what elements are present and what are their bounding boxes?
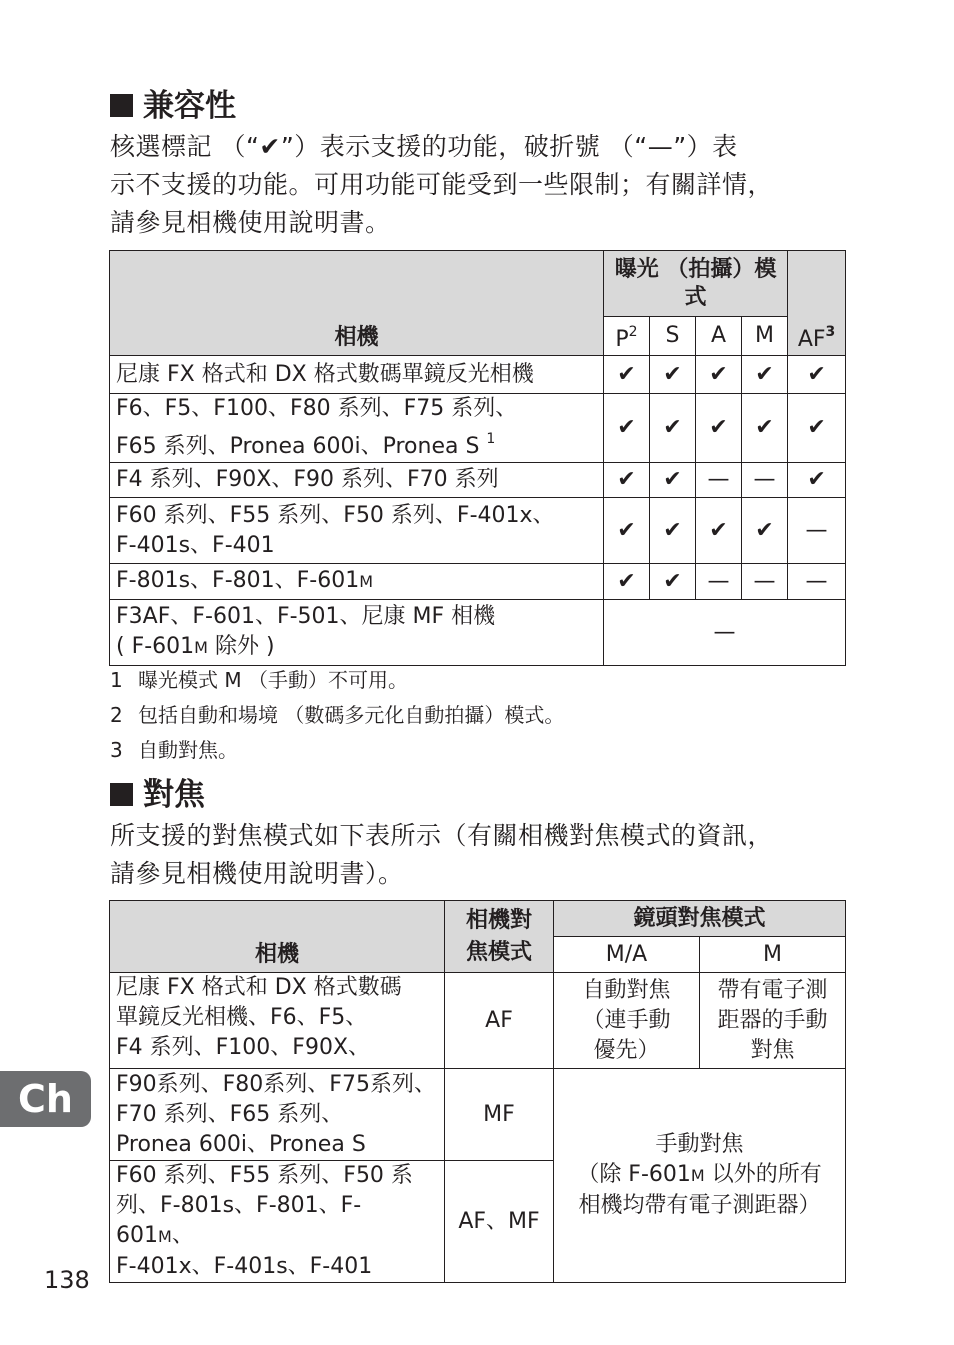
para-line: 核選標記 （“✔”）表示支援的功能，破折號 （“—”）表 <box>110 132 738 161</box>
table-row <box>110 600 846 666</box>
check-icon: ✔ <box>650 394 696 463</box>
header-camera-focus-mode: 相機對 焦模式 <box>445 901 554 973</box>
header-p: $P^2$ <box>604 317 650 356</box>
check-icon: ✔ <box>604 394 650 463</box>
square-bullet-icon <box>110 783 133 806</box>
check-icon: ✔ <box>650 498 696 564</box>
m-cell: 帶有電子測 距器的手動 對焦 <box>700 973 846 1069</box>
camera-cell: 尼康 FX 格式和 DX 格式數碼單鏡反光相機 <box>110 356 604 394</box>
header-ma: M/A <box>554 937 700 973</box>
section-paragraph <box>110 128 773 242</box>
header-exposure-mode: 曝光 （拍攝）模式 <box>604 251 788 317</box>
dash-icon: — <box>788 564 846 600</box>
header-camera: 相機 <box>110 901 445 973</box>
check-icon: ✔ <box>788 356 846 394</box>
check-icon: ✔ <box>650 356 696 394</box>
check-icon: ✔ <box>696 498 742 564</box>
header-a: A <box>696 317 742 356</box>
ma-cell: 自動對焦 （連手動 優先） <box>554 973 700 1069</box>
header-s: S <box>650 317 696 356</box>
para-line: 請參見相機使用說明書。 <box>110 208 391 237</box>
check-icon: ✔ <box>696 394 742 463</box>
manual-focus-cell: 手動對焦 （除 F-601M 以外的所有 相機均帶有電子測距器） <box>554 1069 846 1283</box>
check-icon: ✔ <box>604 498 650 564</box>
camera-cell: F6、F5、F100、F80 系列、F75 系列、 F65 系列、Pronea 600i、Pronea S $^1$ <box>110 394 604 463</box>
chapter-tab: Ch <box>0 1071 91 1127</box>
camera-cell: F4 系列、F90X、F90 系列、F70 系列 <box>110 463 604 498</box>
camera-cell: F90系列、F80系列、F75系列、 F70 系列、F65 系列、 Pronea 600i、Pronea S <box>110 1069 445 1161</box>
compatibility-table <box>109 250 846 666</box>
focus-mode-cell: AF <box>445 973 554 1069</box>
dash-icon: — <box>696 463 742 498</box>
check-icon: ✔ <box>742 356 788 394</box>
table-row <box>110 463 846 498</box>
dash-icon: — <box>788 498 846 564</box>
section-title-focus <box>110 777 205 813</box>
check-icon: ✔ <box>650 463 696 498</box>
footnote: 2 包括自動和場境 （數碼多元化自動拍攝）模式。 <box>110 703 565 727</box>
header-camera: 相機 <box>110 251 604 356</box>
para-line: 請參見相機使用說明書）。 <box>110 859 404 888</box>
dash-icon: — <box>742 463 788 498</box>
header-lens-focus-mode: 鏡頭對焦模式 <box>554 901 846 937</box>
dash-icon: — <box>696 564 742 600</box>
header-m: M <box>700 937 846 973</box>
section-title-text: 兼容性 <box>143 88 236 124</box>
table-row <box>110 564 846 600</box>
check-icon: ✔ <box>650 564 696 600</box>
check-icon: ✔ <box>788 394 846 463</box>
table-row <box>110 973 846 1069</box>
footnote: 3 自動對焦。 <box>110 738 238 762</box>
footnote: 1 曝光模式 M （手動）不可用。 <box>110 668 408 692</box>
table-row <box>110 498 846 564</box>
para-line: 所支援的對焦模式如下表所示（有關相機對焦模式的資訊， <box>110 821 774 850</box>
page-number: 138 <box>44 1266 90 1294</box>
table-row <box>110 1069 846 1161</box>
table-row <box>110 394 846 463</box>
focus-mode-cell: MF <box>445 1069 554 1161</box>
check-icon: ✔ <box>742 498 788 564</box>
dash-icon: — <box>742 564 788 600</box>
para-line: 示不支援的功能。可用功能可能受到一些限制；有關詳情， <box>110 170 774 199</box>
table-row <box>110 356 846 394</box>
check-icon: ✔ <box>742 394 788 463</box>
footnotes <box>110 665 564 765</box>
check-icon: ✔ <box>604 356 650 394</box>
check-icon: ✔ <box>696 356 742 394</box>
section-title-text: 對焦 <box>143 777 205 813</box>
camera-cell: 尼康 FX 格式和 DX 格式數碼 單鏡反光相機、F6、F5、 F4 系列、F100、F90X、 <box>110 973 445 1069</box>
section-paragraph <box>110 817 773 893</box>
square-bullet-icon <box>110 94 133 117</box>
header-m: M <box>742 317 788 356</box>
section-title-compatibility <box>110 88 236 124</box>
header-af: $AF^3$ <box>788 251 846 356</box>
check-icon: ✔ <box>604 564 650 600</box>
camera-cell: F60 系列、F55 系列、F50 系列、F-401x、 F-401s、F-401 <box>110 498 604 564</box>
camera-cell: F3AF、F-601、F-501、尼康 MF 相機 ( F-601M 除外 ) <box>110 600 604 666</box>
focus-table <box>109 900 846 1283</box>
dash-icon: — <box>604 600 846 666</box>
check-icon: ✔ <box>604 463 650 498</box>
camera-cell: F60 系列、F55 系列、F50 系 列、F-801s、F-801、F-601M、 F-401x、F-401s、F-401 <box>110 1161 445 1283</box>
check-icon: ✔ <box>788 463 846 498</box>
focus-mode-cell: AF、MF <box>445 1161 554 1283</box>
camera-cell: F-801s、F-801、F-601M <box>110 564 604 600</box>
